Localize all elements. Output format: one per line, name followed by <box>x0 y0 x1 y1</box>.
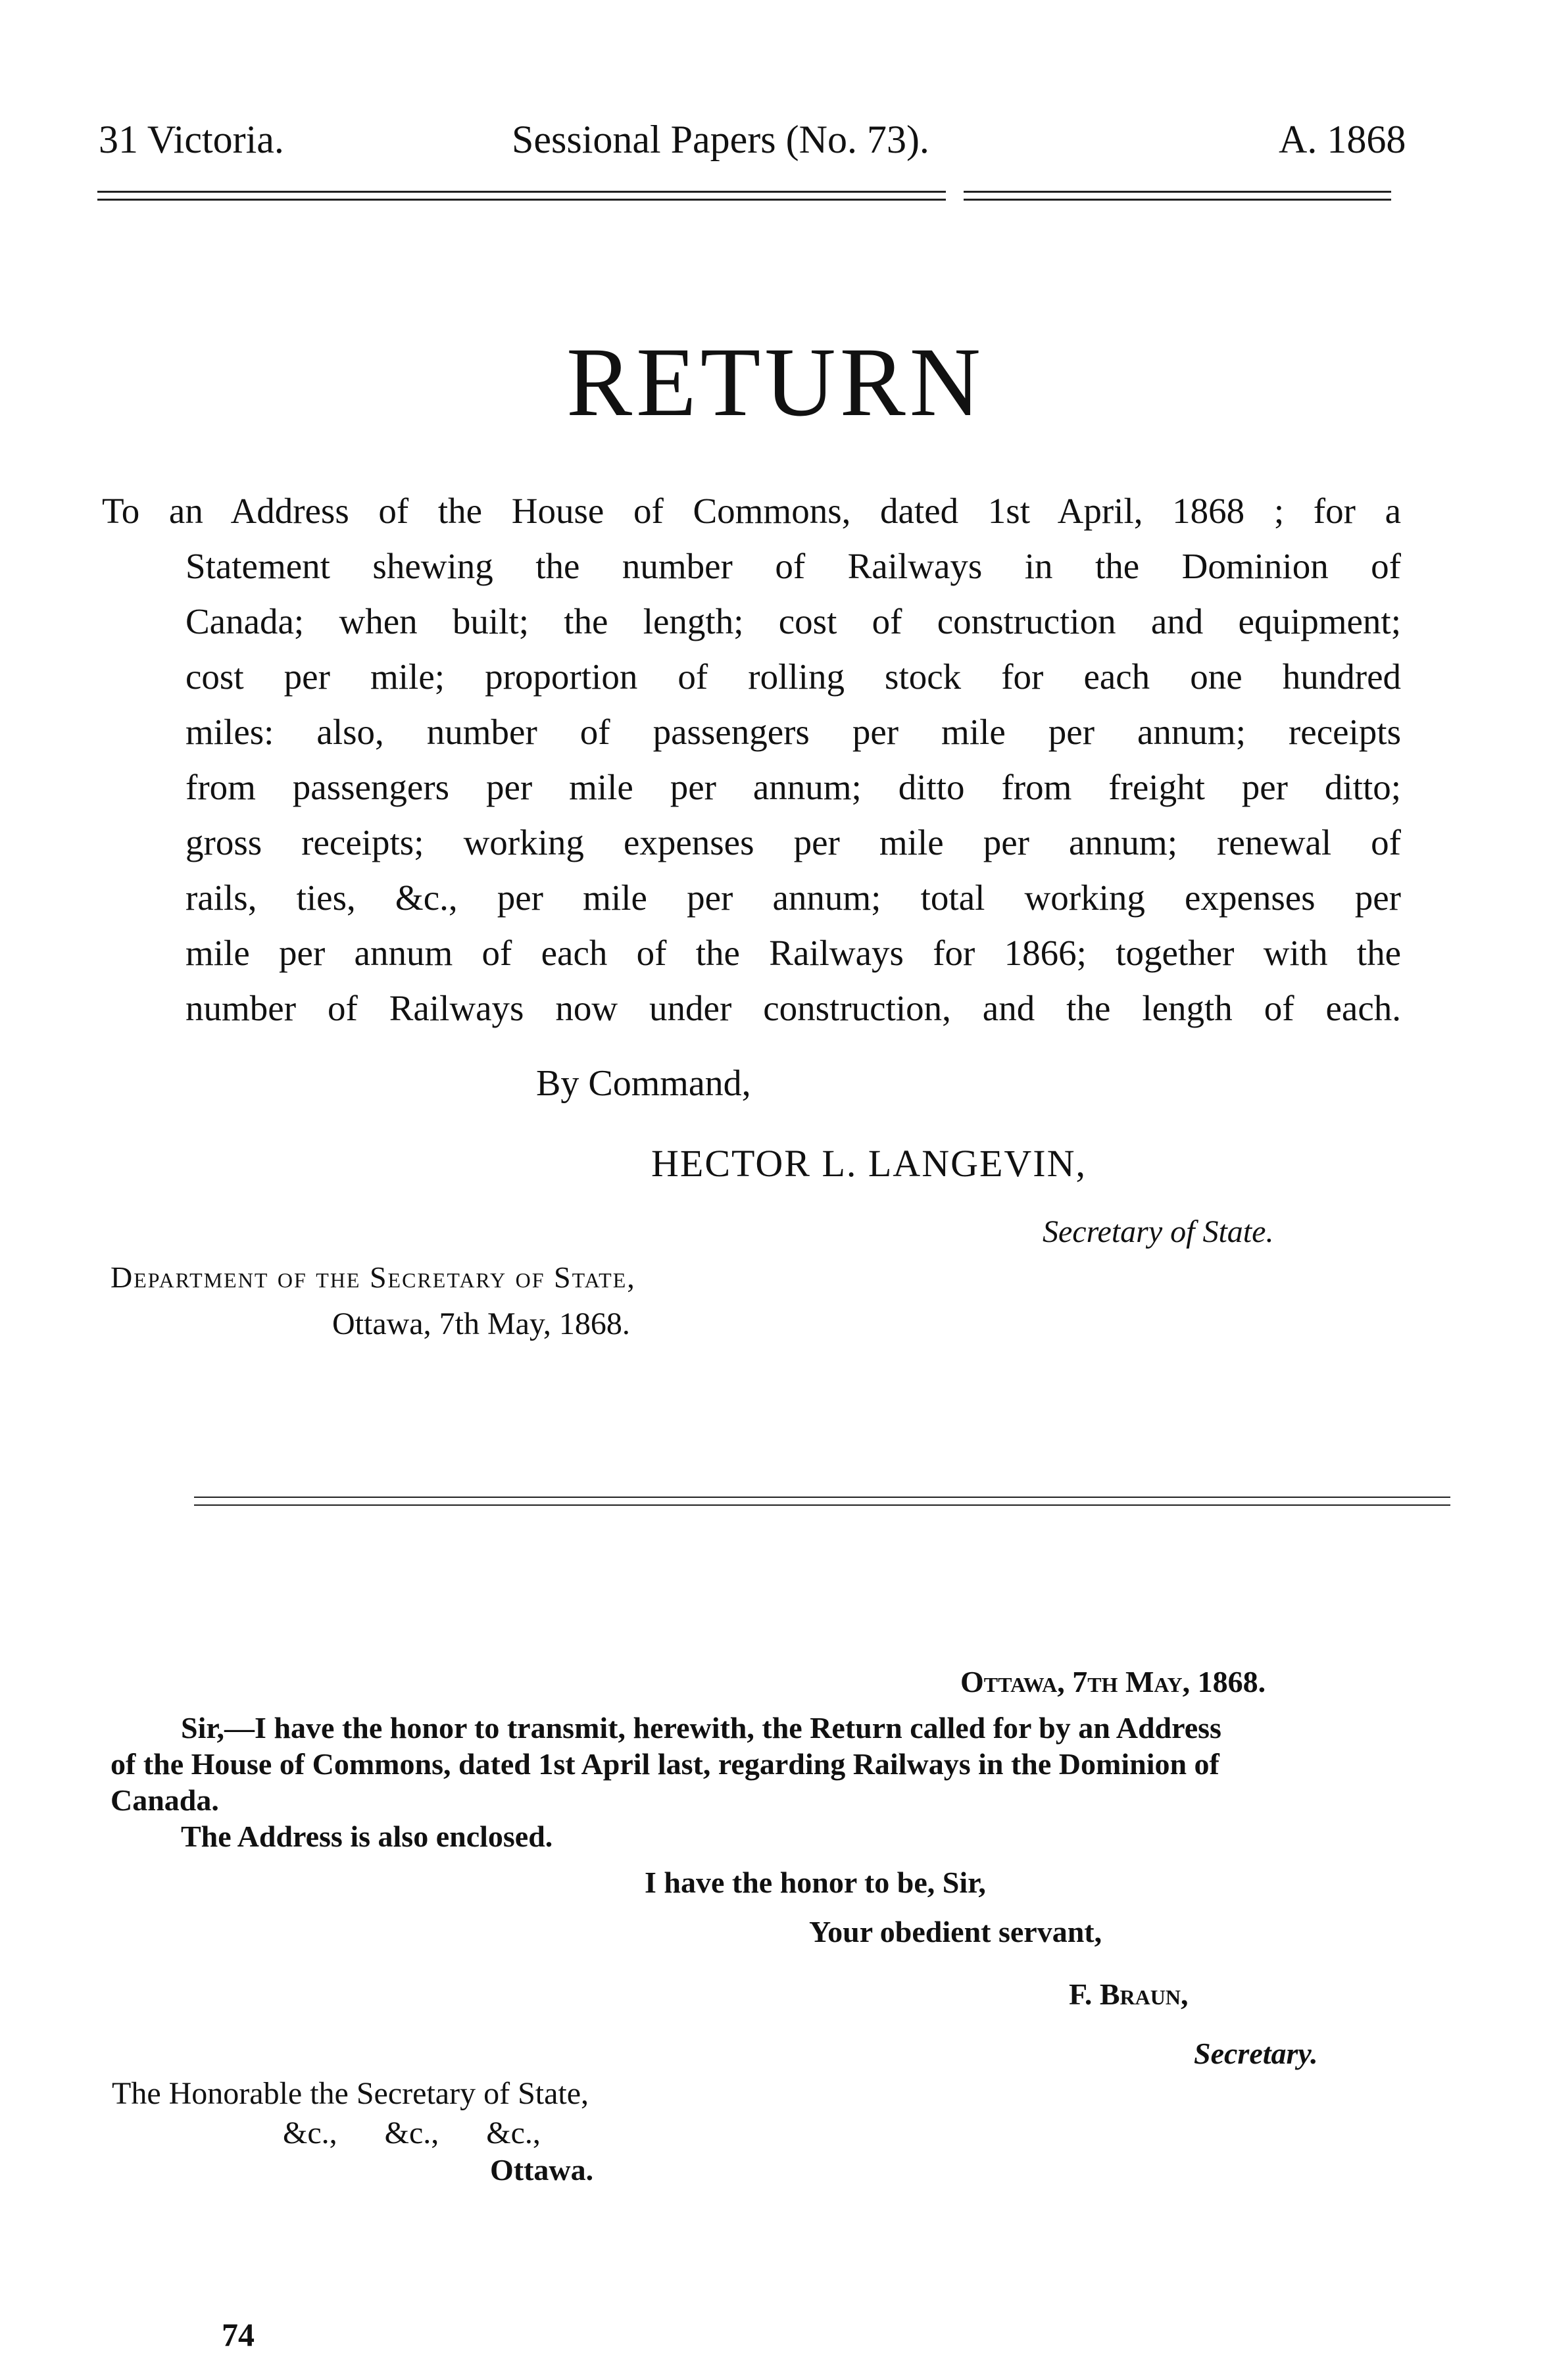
header-sessional-papers: Sessional Papers (No. 73). <box>512 118 929 161</box>
addressee-line: Ottawa. <box>490 2153 594 2187</box>
department-place-date: Ottawa, 7th May, 1868. <box>332 1306 630 1341</box>
address-line: miles: also, number of passengers per mile per annum; receipts <box>185 712 1401 752</box>
address-line: rails, ties, &c., per mile per annum; total working expenses per <box>185 878 1401 918</box>
address-line: from passengers per mile per annum; ditto from freight per ditto; <box>185 767 1401 807</box>
address-line: number of Railways now under construction, and the length of each. <box>185 988 1401 1028</box>
address-line: cost per mile; proportion of rolling stock for each one hundred <box>185 657 1401 697</box>
address-line: Canada; when built; the length; cost of construction and equipment; <box>185 601 1401 641</box>
letter-servant: Your obedient servant, <box>809 1915 1102 1948</box>
header-volume: 31 Victoria. <box>99 118 284 161</box>
letter-line: Sir,—I have the honor to transmit, herewith, the Return called for by an Address <box>181 1711 1221 1745</box>
signatory-name: HECTOR L. LANGEVIN, <box>651 1142 1087 1185</box>
letter-dateline: Ottawa, 7th May, 1868. <box>960 1665 1266 1698</box>
letter-closing: I have the honor to be, Sir, <box>645 1866 986 1899</box>
address-line: mile per annum of each of the Railways for 1866; together with the <box>185 933 1401 973</box>
letter-line: of the House of Commons, dated 1st April last, regarding Railways in the Dominion of <box>111 1747 1219 1781</box>
letter-signer-title: Secretary. <box>1194 2037 1318 2070</box>
signatory-title: Secretary of State. <box>1043 1214 1274 1249</box>
address-paragraph <box>102 483 1401 1036</box>
address-line: gross receipts; working expenses per mile per annum; renewal of <box>185 822 1401 862</box>
by-command: By Command, <box>536 1063 751 1104</box>
department-name: Department of the Secretary of State, <box>111 1260 636 1294</box>
letter-line: Canada. <box>111 1783 219 1817</box>
page-number: 74 <box>222 2316 255 2353</box>
letter-signer: F. Braun, <box>1069 1977 1189 2011</box>
header-year: A. 1868 <box>1279 118 1406 161</box>
addressee-line: &c., &c., &c., <box>283 2116 541 2150</box>
page-title: RETURN <box>566 328 985 437</box>
letter-line: The Address is also enclosed. <box>181 1820 553 1853</box>
addressee-line: The Honorable the Secretary of State, <box>112 2076 589 2111</box>
address-line: Statement shewing the number of Railways in the Dominion of <box>185 546 1401 586</box>
address-line: To an Address of the House of Commons, dated 1st April, 1868 ; for a <box>102 491 1401 531</box>
